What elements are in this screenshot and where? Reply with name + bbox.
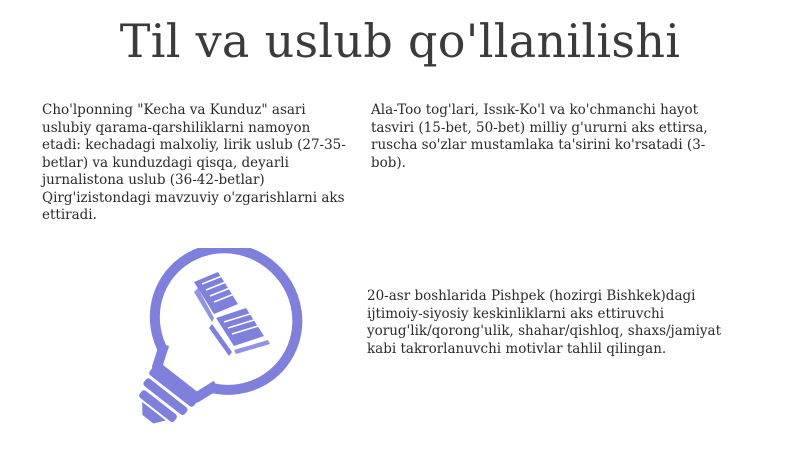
text-block-motifs: 20-asr boshlarida Pishpek (hozirgi Bishkek)dagi ijtimoiy-siyosiy keskinliklarni aks ettiruvchi yorug'lik/qorong'ulik, shahar/qishloq, shaxs/jamiyat kabi takrorlanuvchi motivlar tahlil qilingan.	[367, 288, 721, 357]
text-block-national-pride: Ala-Too tog'lari, Issık-Ko'l va ko'chmanchi hayot tasviri (15-bet, 50-bet) milliy g'ururni aks ettirsa, ruscha so'zlar mustamlaka ta'sirini ko'rsatadi (3-bob).	[371, 102, 708, 171]
text-block-style-contrast: Cho'lponning "Kecha va Kunduz" asari uslubiy qarama-qarshiliklarni namoyon etadi: kechadagi malxoliy, lirik uslub (27-35-betlar) va kunduzdagi qisqa, deyarli jurnalistona uslub (36-42-betlar) Qirg'izistondagi mavzuviy o'zgarishlarni aks ettiradi.	[42, 102, 346, 223]
slide-title: Til va uslub qo'llanilishi	[119, 14, 681, 68]
lightbulb-book-icon	[98, 248, 308, 432]
